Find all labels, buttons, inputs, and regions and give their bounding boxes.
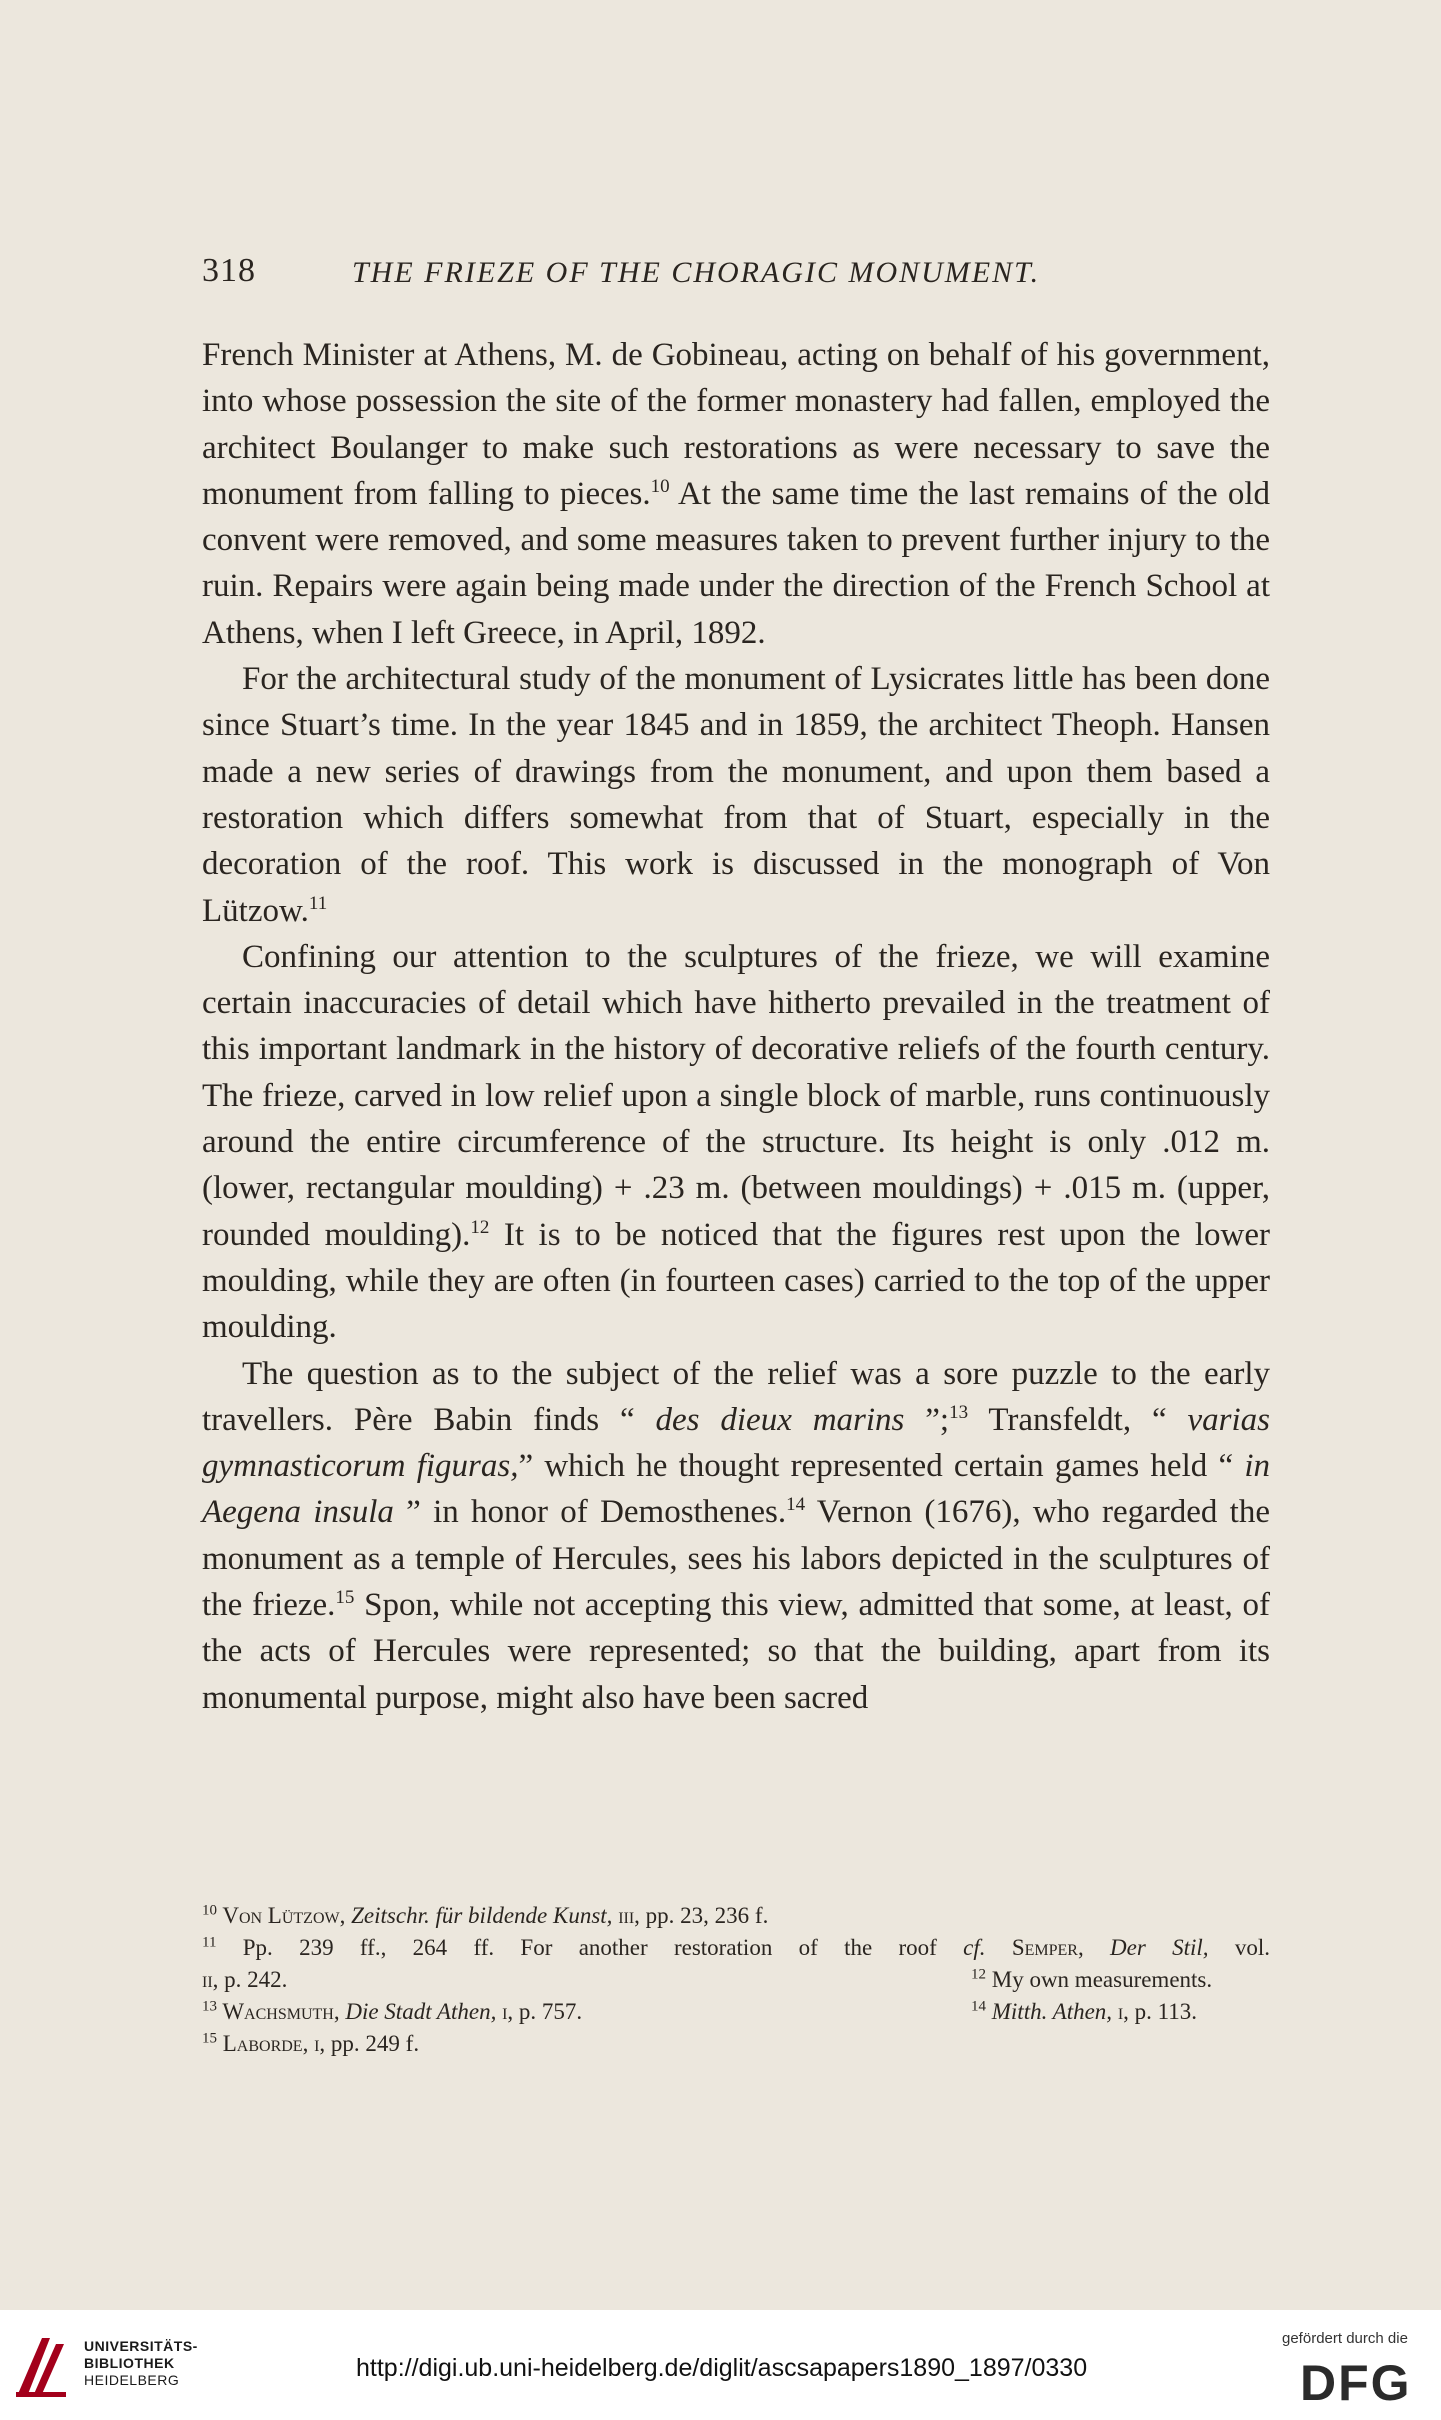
- text-run: ,: [1077, 1935, 1111, 1960]
- digitization-footer: [0, 2310, 1441, 2420]
- text-run: The question as to the subject of the relief was a sore puzzle to the early travellers. Père Babin finds “: [202, 1355, 1270, 1438]
- footnote-marker: 10: [202, 1902, 217, 1919]
- text-run: , pp. 23, 236 f.: [634, 1903, 769, 1928]
- text-run: Laborde: [217, 2031, 303, 2056]
- paragraph: [202, 1351, 1270, 1721]
- text-run: Zeitschr. für bildende Kunst,: [351, 1903, 613, 1928]
- text-run: ”;: [904, 1401, 950, 1438]
- text-run: vol.: [1208, 1935, 1270, 1960]
- footnote-row: [202, 1996, 1270, 2028]
- text-run: ,: [339, 1903, 352, 1928]
- text-run: varias gymnasticorum figuras,: [202, 1401, 1270, 1485]
- footnote-marker: 12: [470, 1216, 490, 1238]
- text-run: in Aegena insula: [202, 1448, 1270, 1531]
- text-run: Confining our attention to the sculptures of the frieze, we will examine certain inaccuracies of detail which have hitherto prevailed in the treatment of this important landmark in the history of decorative reliefs of the fourth century. The frieze, carved in low relief upon a single block of marble, runs continuously around the entire circumference of the structure. Its height is only .012 m. (lower, rectangular moulding) + .23 m. (between mouldings) + .015 m. (upper, rounded moulding).: [202, 938, 1270, 1253]
- text-run: Wachsmuth: [217, 1999, 334, 2024]
- library-name: UNIVERSITÄTS- BIBLIOTHEK HEIDELBERG: [84, 2338, 198, 2388]
- page-number: 318: [202, 252, 256, 289]
- footnote-11: [202, 1932, 1270, 1964]
- footnote-marker: 10: [650, 475, 670, 497]
- footnote-14: [971, 1996, 1197, 2028]
- text-run: cf.: [963, 1935, 986, 1960]
- footnote-10: [202, 1900, 1270, 1932]
- text-run: Spon, while not accepting this view, admitted that some, at least, of the acts of Hercules were represented; so that the building, apart from its monumental purpose, might also have been sacred: [202, 1587, 1270, 1716]
- text-run: At the same time the last remains of the old convent were removed, and some measures taken to prevent further injury to the ruin. Repairs were again being made under the direction of the French School at Athens, when I left Greece, in April, 1892.: [202, 475, 1271, 651]
- source-url-link[interactable]: http://digi.ub.uni-heidelberg.de/diglit/ascsapapers1890_1897/0330: [356, 2354, 1088, 2382]
- footnote-marker: 11: [308, 892, 328, 914]
- footnote-marker: 15: [335, 1587, 355, 1609]
- footnote-marker: 14: [971, 1998, 986, 2015]
- text-run: It is to be noticed that the figures rest upon the lower moulding, while they are often (in fourteen cases) carried to the top of the upper moulding.: [202, 1216, 1270, 1346]
- footnote-marker: 13: [202, 1998, 217, 2015]
- footnote-13: [202, 1999, 582, 2024]
- footnote-11-continued: [202, 1967, 287, 1992]
- footnote-marker: 13: [949, 1401, 969, 1423]
- text-run: ,: [302, 2031, 315, 2056]
- text-run: i: [314, 2031, 320, 2056]
- text-run: ,: [333, 1999, 346, 2024]
- text-run: , p. 757.: [507, 1999, 583, 2024]
- dfg-logo: DFG: [1300, 2355, 1412, 2411]
- text-run: , p. 113.: [1123, 1999, 1198, 2024]
- paragraph: [202, 934, 1270, 1351]
- text-run: i: [496, 1999, 508, 2024]
- text-run: ii: [202, 1967, 213, 1992]
- text-run: My own measurements.: [986, 1967, 1213, 1992]
- text-run: Die Stadt Athen,: [345, 1999, 497, 2024]
- text-run: ” which he thought represented certain games held “: [518, 1448, 1245, 1485]
- text-run: , pp. 249 f.: [319, 2031, 420, 2056]
- text-run: Pp. 239 ff., 264 ff. For another restoration of the roof: [216, 1935, 964, 1960]
- running-title: THE FRIEZE OF THE CHORAGIC MONUMENT.: [352, 256, 1041, 289]
- body-text: [202, 332, 1270, 1721]
- footnote-12: [971, 1964, 1212, 1996]
- text-run: Vernon (1676), who regarded the monument as a temple of Hercules, sees his labors depicted in the sculptures of the frieze.: [202, 1494, 1270, 1624]
- running-head: [202, 252, 1282, 296]
- funder-label: gefördert durch die: [1282, 2330, 1408, 2347]
- text-run: For the architectural study of the monument of Lysicrates little has been done since Stuart’s time. In the year 1845 and in 1859, the architect Theoph. Hansen made a new series of drawings from the monument, and upon them based a restoration which differs somewhat from that of Stuart, especially in the decoration of the roof. This work is discussed in the monograph of Von Lützow.: [202, 661, 1270, 929]
- text-run: i: [1112, 1999, 1124, 2024]
- text-run: , p. 242.: [212, 1967, 288, 1992]
- text-run: Mitth. Athen,: [986, 1999, 1113, 2024]
- text-run: ” in honor of Demosthenes.: [393, 1494, 787, 1531]
- footnote-row: [202, 1964, 1270, 1996]
- text-run: Transfeldt, “: [968, 1401, 1188, 1438]
- text-run: Semper: [985, 1935, 1078, 1960]
- footnote-marker: 14: [786, 1494, 806, 1516]
- footnote-marker: 12: [971, 1966, 986, 1983]
- text-run: French Minister at Athens, M. de Gobineau, acting on behalf of his government, into whose possession the site of the former monastery had fallen, employed the architect Boulanger to make such restorations as were necessary to save the monument from falling to pieces.: [202, 337, 1270, 512]
- text-run: Der Stil,: [1110, 1935, 1209, 1960]
- text-run: iii: [612, 1903, 635, 1928]
- footnote-15: [202, 2028, 1270, 2060]
- paragraph: [202, 332, 1270, 656]
- text-run: Von Lützow: [217, 1903, 340, 1928]
- footnote-marker: 15: [202, 2030, 217, 2047]
- university-library-logo-icon: [12, 2330, 74, 2400]
- paragraph: [202, 656, 1270, 934]
- text-run: des dieux marins: [655, 1401, 905, 1438]
- footnotes: [202, 1900, 1270, 2060]
- footnote-marker: 11: [202, 1934, 217, 1951]
